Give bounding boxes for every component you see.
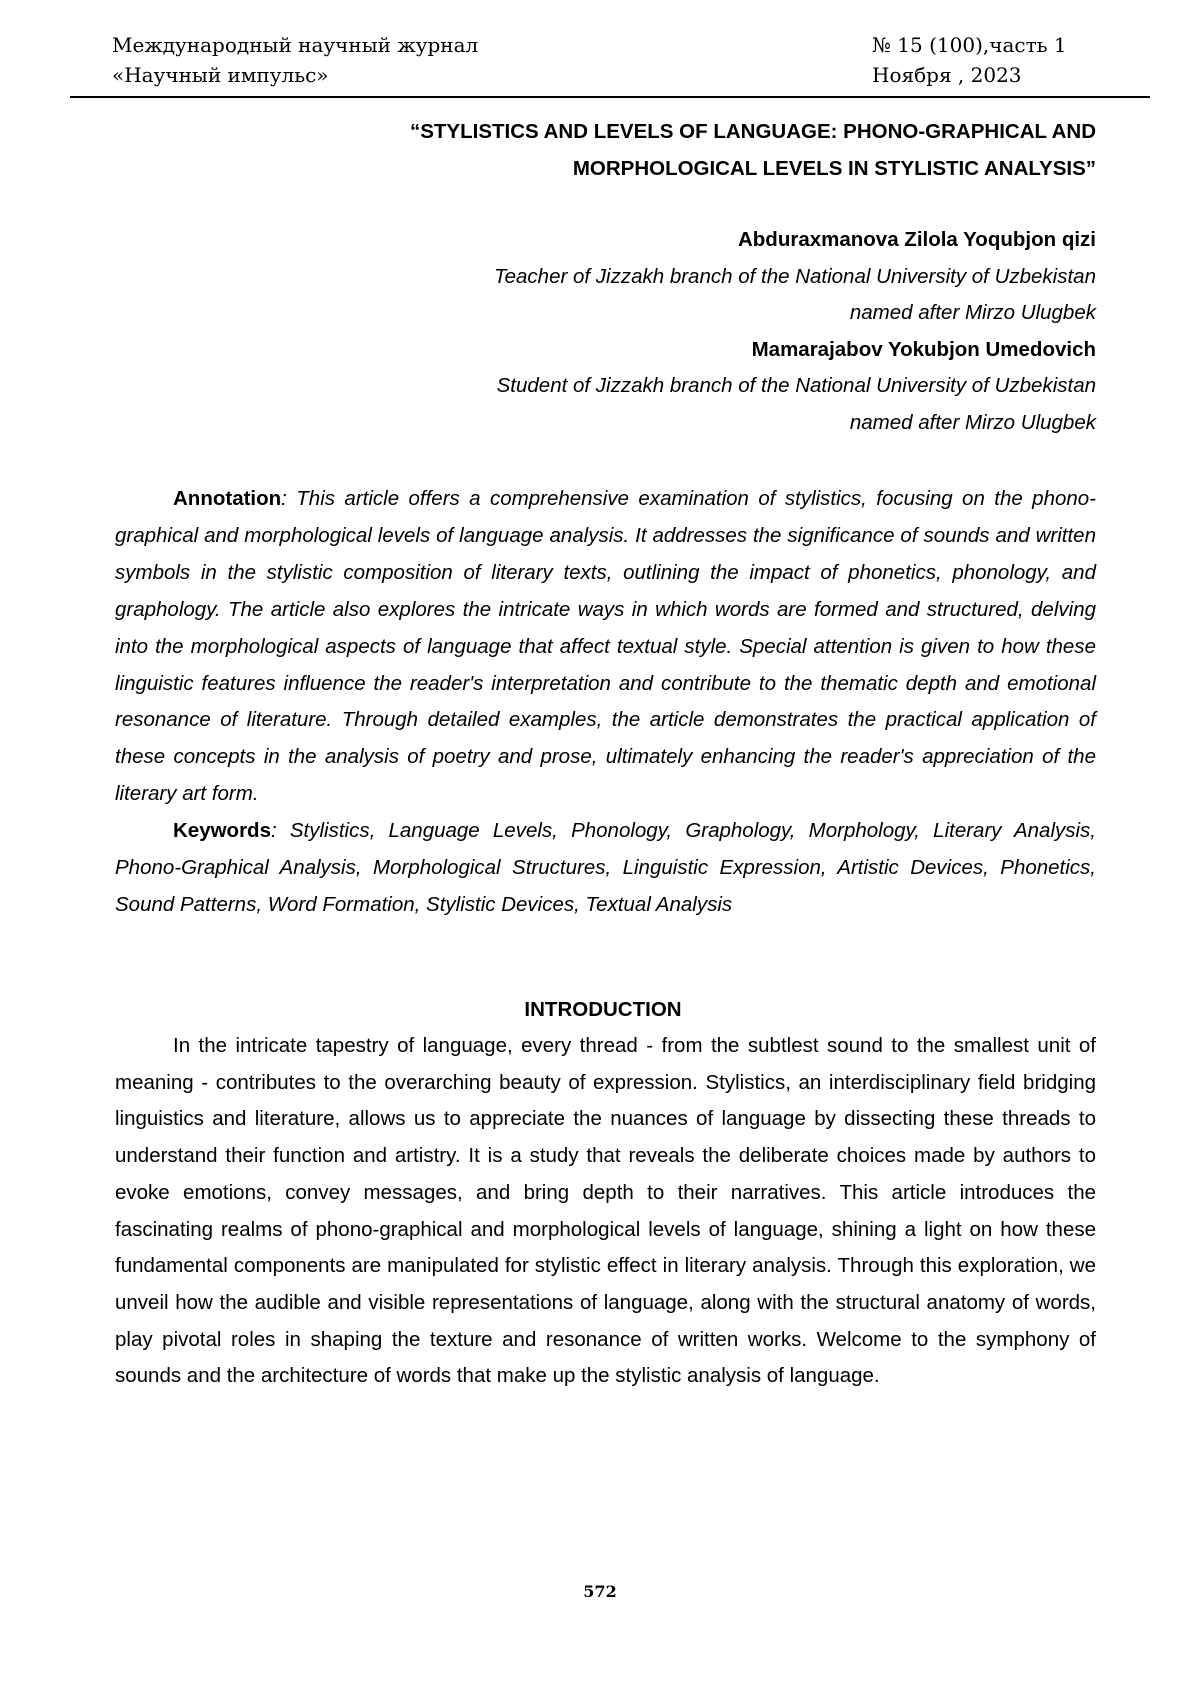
issue-info bbox=[872, 30, 1067, 90]
title-line-1: “STYLISTICS AND LEVELS OF LANGUAGE: PHONO-GRAPHICAL AND bbox=[409, 120, 1096, 143]
annotation-text: : This article offers a comprehensive examination of stylistics, focusing on the phono-graphical and morphological levels of language analysis. It addresses the significance of sounds and written symbols in the stylistic composition of literary texts, outlining the impact of phonetics, phonology, and graphology. The article also explores the intricate ways in which words are formed and structured, delving into the morphological aspects of language that affect textual style. Special attention is given to how these linguistic features influence the reader's interpretation and contribute to the thematic depth and emotional resonance of literature. Through detailed examples, the article demonstrates the practical application of these concepts in the analysis of poetry and prose, ultimately enhancing the reader's appreciation of the literary art form. bbox=[115, 487, 1096, 806]
abstract-section bbox=[115, 481, 1096, 924]
introduction-paragraph: In the intricate tapestry of language, every thread - from the subtlest sound to the smallest unit of meaning - contributes to the overarching beauty of expression. Stylistics, an interdisciplinary field bridging linguistics and literature, allows us to appreciate the nuances of language by dissecting these threads to understand their function and artistry. It is a study that reveals the deliberate choices made by authors to evoke emotions, convey messages, and bring depth to their narratives. This article introduces the fascinating realms of phono-graphical and morphological levels of language, shining a light on how these fundamental components are manipulated for stylistic effect in literary analysis. Through this exploration, we unveil how the audible and visible representations of language, along with the structural anatomy of words, play pivotal roles in shaping the texture and resonance of written works. Welcome to the symphony of sounds and the architecture of words that make up the stylistic analysis of language. bbox=[115, 1034, 1096, 1388]
author-affiliation: named after Mirzo Ulugbek bbox=[849, 301, 1096, 324]
journal-name bbox=[112, 30, 478, 90]
author-affiliation: Student of Jizzakh branch of the National University of Uzbekistan bbox=[496, 374, 1096, 397]
header-divider bbox=[70, 96, 1150, 98]
author-block bbox=[110, 222, 1096, 441]
author-name: Abduraxmanova Zilola Yoqubjon qizi bbox=[737, 228, 1096, 251]
introduction-section bbox=[115, 1028, 1096, 1395]
author-affiliation: Teacher of Jizzakh branch of the National University of Uzbekistan bbox=[493, 264, 1096, 288]
article-title bbox=[110, 113, 1096, 187]
issue-date: Ноября , 2023 bbox=[872, 63, 1022, 87]
keywords-label: Keywords bbox=[173, 819, 271, 843]
annotation-label: Annotation bbox=[173, 487, 282, 510]
journal-name-line1: Международный научный журнал bbox=[112, 33, 479, 57]
journal-name-line2: «Научный импульс» bbox=[112, 63, 329, 87]
page-number: 572 bbox=[583, 1582, 617, 1601]
author-name: Mamarajabov Yokubjon Umedovich bbox=[751, 337, 1096, 361]
title-line-2: MORPHOLOGICAL LEVELS IN STYLISTIC ANALYSIS” bbox=[572, 157, 1096, 180]
journal-header bbox=[112, 30, 1080, 92]
author-affiliation: named after Mirzo Ulugbek bbox=[849, 410, 1096, 434]
keywords-paragraph bbox=[115, 813, 1096, 924]
section-heading: INTRODUCTION bbox=[524, 998, 682, 1021]
keywords-text: : Stylistics, Language Levels, Phonology, Graphology, Morphology, Literary Analysis, Phono-Graphical Analysis, Morphological Structures, Linguistic Expression, Artistic Devices, Phonetics, Sound Patterns, Word Formation, Stylistic Devices, Textual Analysis bbox=[115, 819, 1096, 916]
annotation-paragraph bbox=[115, 481, 1096, 813]
issue-number: № 15 (100),часть 1 bbox=[872, 33, 1067, 57]
